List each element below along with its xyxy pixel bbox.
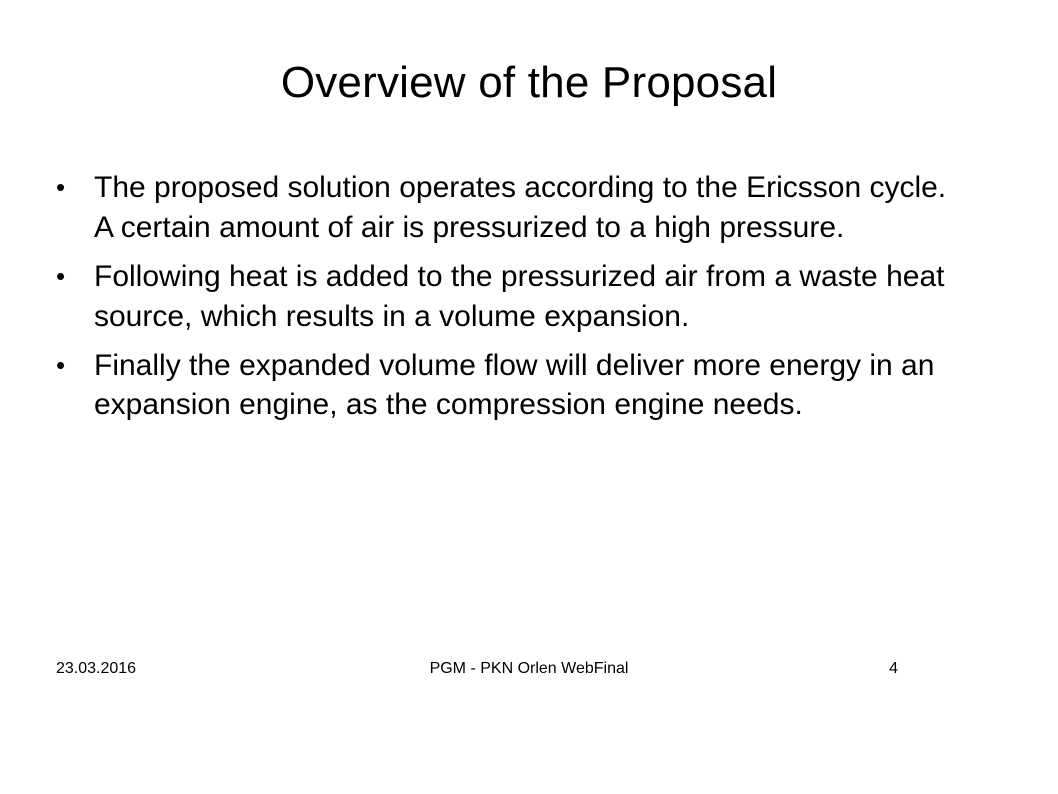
footer-date: 23.03.2016: [56, 660, 137, 677]
list-item: [48, 168, 948, 248]
list-item-text: The proposed solution operates according to the Ericsson cycle. A certain amount of air is pressurized to a high pressure.: [94, 171, 947, 244]
page-title: Overview of the Proposal: [280, 58, 778, 107]
list-item: [48, 346, 948, 426]
bullet-list: [48, 168, 948, 434]
list-item-text: Following heat is added to the pressurized air from a waste heat source, which results in a volume expansion.: [94, 259, 945, 333]
bullet-icon: •: [56, 260, 66, 291]
bullet-icon: •: [56, 349, 66, 380]
list-item-text: Finally the expanded volume flow will deliver more energy in an expansion engine, as the compression engine needs.: [94, 348, 935, 422]
bullet-icon: •: [56, 172, 66, 202]
slide-footer: [0, 660, 1058, 686]
footer-title: PGM - PKN Orlen WebFinal: [429, 660, 629, 677]
list-item: [48, 257, 948, 337]
footer-page-number: 4: [889, 660, 898, 677]
